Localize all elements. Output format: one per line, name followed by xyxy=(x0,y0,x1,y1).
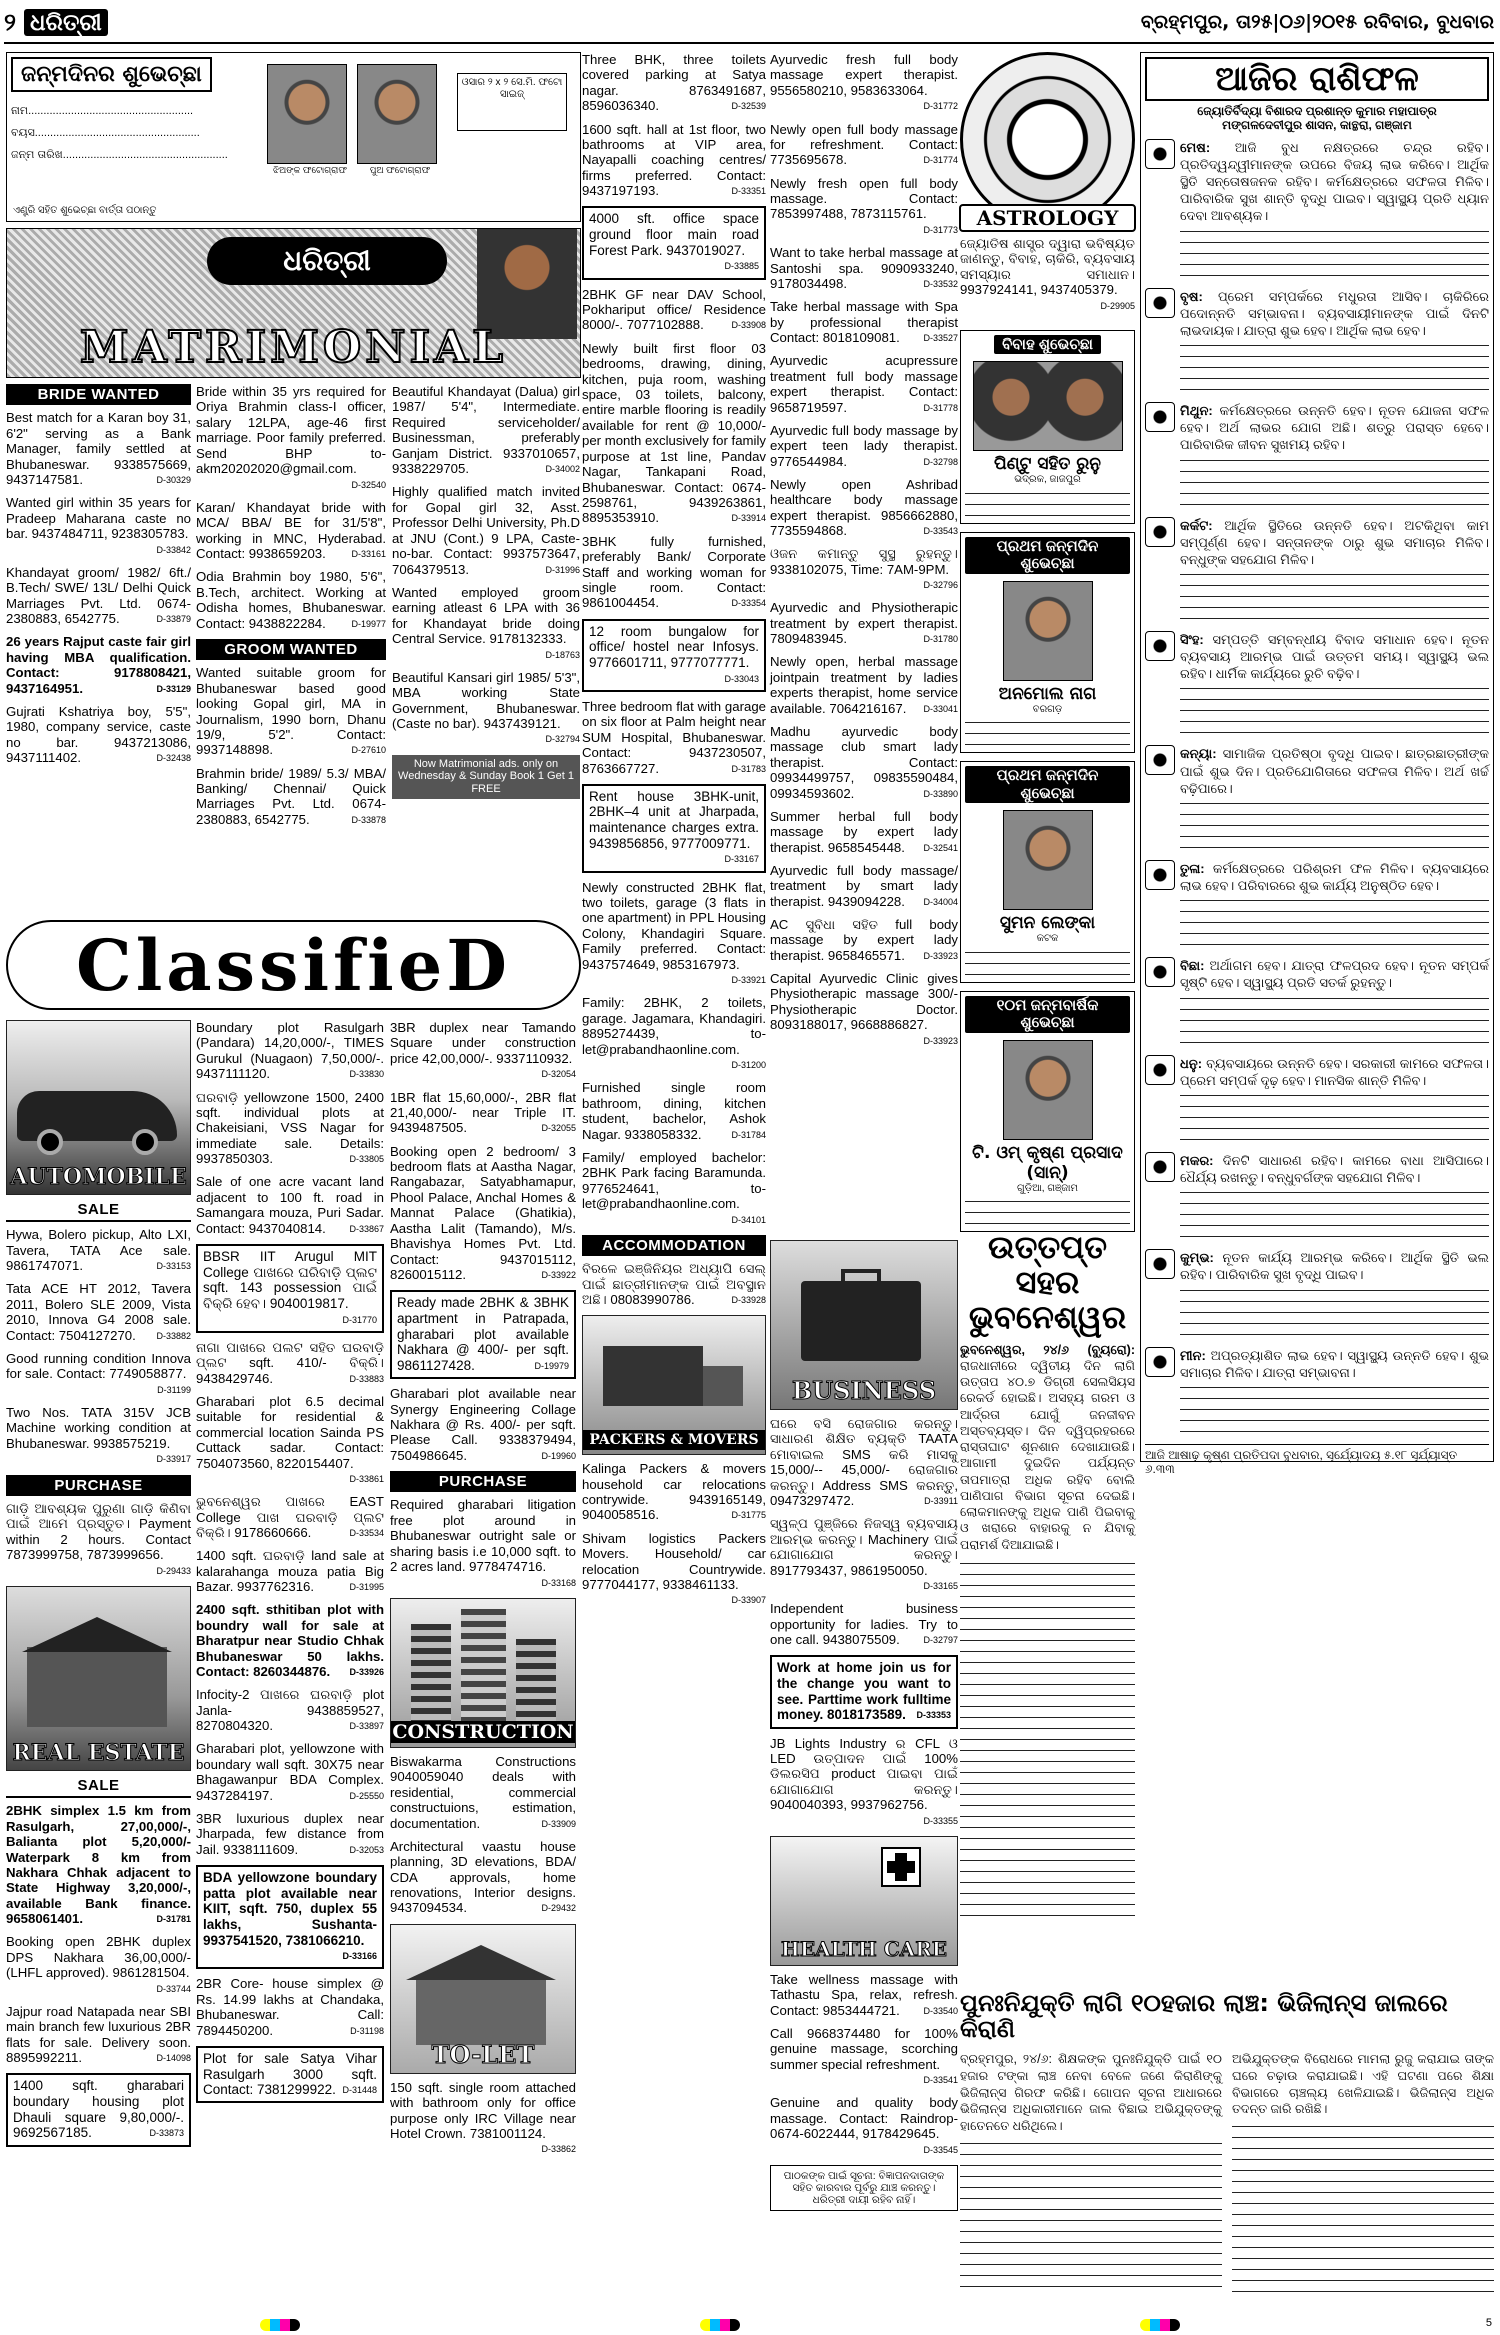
classified-ad: Gharabari plot available near Synergy Engineering Collage Nakhara @ Rs. 400/- per sqft. Please Call. 9338379494, 7504986645. D-19960 xyxy=(390,1386,576,1463)
classified-ad: BBSR IIT Arugul MIT College ପାଖରେ ଘରିବାଡ଼ି ପ୍ଲଟ sqft. 143 possession ପାଇଁ ବିକ୍ରି ହେବ। 9040019817. D-31770 xyxy=(196,1244,384,1333)
greeting-heading: ପ୍ରଥମ ଜନ୍ମଦିନ ଶୁଭେଚ୍ଛା xyxy=(965,766,1130,803)
to-let-image xyxy=(390,1924,576,2074)
zodiac-entry: ସିଂହ: ସମ୍ପତ୍ତି ସମ୍ବନ୍ଧୀୟ ବିବାଦ ସମାଧାନ ହେବ। ନୂତନ ବ୍ୟବସାୟ ଆରମ୍ଭ ପାଇଁ ଉତ୍ତମ ସମୟ। ସ୍ୱାସ୍ଥ୍ୟ ଭଲ ରହିବ। ଧାର୍ମିକ କାର୍ଯ୍ୟରେ ରୁଚି ବଢ଼ିବ। xyxy=(1145,631,1489,739)
zodiac-icon xyxy=(1145,1152,1175,1182)
form-dob-row[interactable]: ଜନ୍ମ ତାରିଖ...................................................... xyxy=(11,149,228,161)
vigilance-body-b: ଅଭିଯୁକ୍ତଙ୍କ ବିରୋଧରେ ମାମଲା ରୁଜୁ କରାଯାଇ ତାଙ୍କ ଘରେ ଚଢ଼ାଉ କରାଯାଇଛି। ଏହି ଘଟଣା ପରେ ଶିକ୍ଷା ବିଭାଗରେ ଚାଞ୍ଚଲ୍ୟ ଖେଳିଯାଇଛି। ଭିଜିଲାନ୍ସ ଅଧିକ ତଦନ୍ତ ଜାରି ରଖିଛି। xyxy=(1232,2051,1494,2117)
accommodation-heading: ACCOMMODATION xyxy=(582,1235,766,1256)
zodiac-icon xyxy=(1145,402,1175,432)
massage-ad: Newly open Ashribad healthcare body massage expert therapist. 9856662880, 7735594868. D-33543 xyxy=(770,476,958,539)
dharitri-logo: ଧରିତ୍ରୀ xyxy=(207,237,447,285)
to-let-ad: 4000 sft. office space ground floor main road Forest Park. 9437019027. D-33885 xyxy=(582,206,766,279)
classified-ad: 1400 sqft. ଘରବାଡ଼ି land sale at kalarahanga mouza patia Big Bazar. 9937762316. D-31995 xyxy=(196,1548,384,1595)
birthday-form xyxy=(6,52,581,222)
photo-size-note: ଓସାର ୨ x ୨ ସେ.ମି. ଫଟୋ ସାଇଜ୍ xyxy=(457,73,567,131)
to-let-ad: Rent house 3BHK-unit, 2BHK–4 unit at Jharpada, maintenance charges extra. 9439856856, 9777009771. D-33167 xyxy=(582,784,766,873)
matrimonial-ad: Khandayat groom/ 1982/ 6ft./ B.Tech/ SWE/ 13L/ Delhi Quick Marriages Pvt. Ltd. 0674-2380883, 6542775. D-33879 xyxy=(6,564,191,627)
massage-ad: Ayurvedic full body massage/ treatment by smart lady therapist. 9439094228. D-34004 xyxy=(770,862,958,909)
massage-ad: Newly fresh open full body massage. Contact: 7853997488, 7873115761. D-31773 xyxy=(770,175,958,235)
rashiphala-footer: ଆଜି ଆଷାଢ଼ କୃଷ୍ଣ ପ୍ରତିପଦା ବୁଧବାର, ସୂର୍ଯ୍ୟୋଦୟ ୫.୧୮ ସୂର୍ଯ୍ୟାସ୍ତ ୬.୩୩ xyxy=(1145,1444,1489,1477)
to-let-ad: 1600 sqft. hall at 1st floor, two bathrooms at VIP area, Nayapalli coaching centres/ firms preferred. Contact: 9437197193. D-33351 xyxy=(582,121,766,199)
business-ad: JB Lights Industry ର CFL ଓ LED ଉତ୍ପାଦନ ପାଇଁ 100% ଡିଲରସିପ product ପାଇବା ପାଇଁ ଯୋଗାଯୋଗ କରନ୍ତୁ। 9040040393, 9937962756. D-33355 xyxy=(770,1735,958,1826)
zodiac-icon xyxy=(1145,1249,1175,1279)
matrimonial-ad: Best match for a Karan boy 31, 6'2" serving as a Bank Manager, family settled at Bhubaneswar. 9338575669, 9437147581. D-30329 xyxy=(6,410,191,488)
groom-wanted-heading: GROOM WANTED xyxy=(196,639,386,660)
automobile-purchase-heading: PURCHASE xyxy=(6,1475,191,1496)
zodiac-entry: କନ୍ୟା: ସାମାଜିକ ପ୍ରତିଷ୍ଠା ବୃଦ୍ଧି ପାଇବ। ଛାତ୍ରଛାତ୍ରୀଙ୍କ ପାଇଁ ଶୁଭ ଦିନ। ପ୍ରତିଯୋଗିତାରେ ସଫଳତା ମିଳିବ। ଅର୍ଥ ଖର୍ଚ୍ଚ ବଢ଼ିପାରେ। xyxy=(1145,745,1489,853)
zodiac-entry: ବୃଷ: ପ୍ରେମ ସମ୍ପର୍କରେ ମଧୁରତା ଆସିବ। ଚାକିରିରେ ପଦୋନ୍ନତି ସମ୍ଭାବନା। ବ୍ୟବସାୟୀମାନଙ୍କ ପାଇଁ ଦିନଟି ଲାଭଦାୟକ। ଯାତ୍ରା ଶୁଭ ହେବ। ଆର୍ଥିକ ଲାଭ ହେବ। xyxy=(1145,288,1489,396)
vigilance-story xyxy=(960,1990,1494,2292)
heat-story xyxy=(960,1230,1135,1919)
matrimonial-banner xyxy=(6,228,581,378)
construction-label: CONSTRUCTION xyxy=(392,1720,574,1743)
classified-ad: ଭୁବନେଶ୍ୱର ପାଖରେ EAST College ପାଖ ଘରବାଡ଼ି ପ୍ଲଟ ବିକ୍ରି। 9178660666. D-33534 xyxy=(196,1494,384,1541)
to-let-ad: 2BHK GF near DAV School, Pokhariput office/ Residence 8000/-. 7077102888. D-33908 xyxy=(582,286,766,333)
header-date: ବ୍ରହ୍ମପୁର, ତା୨୫|୦୬|୨୦୧୫ ରବିବାର, ବୁଧବାର xyxy=(1140,11,1494,33)
zodiac-entry: ମୀନ: ଅପ୍ରତ୍ୟାଶିତ ଲାଭ ହେବ। ସ୍ୱାସ୍ଥ୍ୟ ଉନ୍ନତି ହେବ। ଶୁଭ ସମାଚାର ମିଳିବ। ଯାତ୍ରା ସମ୍ଭାବନା। xyxy=(1145,1347,1489,1438)
heat-headline-1: ଉତ୍ତପ୍ତ ସହର xyxy=(987,1228,1108,1302)
real-estate-ad: Jajpur road Natapada near SBI main branch few luxurious 2BR flats for sale. Delivery soon. 8895992211. D-14098 xyxy=(6,2003,191,2066)
massage-ad: ଓଜନ କମାନ୍ତୁ ସୁସ୍ଥ ରୁହନ୍ତୁ। 9338102075, Time: 7AM-9PM. D-32796 xyxy=(770,546,958,591)
astrology-wheel xyxy=(960,52,1135,230)
classified-ad: Biswakarma Constructions 9040059040 deals with residential, commercial constructuions, estimation, documentation. D-33909 xyxy=(390,1753,576,1831)
greeting-names: ପିଣ୍ଟୁ ସହିତ ରୁନୁ xyxy=(994,454,1101,475)
greeting-heading: ପ୍ରଥମ ଜନ୍ମଦିନ ଶୁଭେଚ୍ଛା xyxy=(965,537,1130,574)
automobile-label: AUTOMOBILE xyxy=(10,1164,187,1190)
zodiac-icon xyxy=(1145,139,1175,169)
matrimonial-ad: Odia Brahmin boy 1980, 5'6", B.Tech, architect. Working at Odisha homes, Bhubaneswar. Contact: 9438822284. D-19977 xyxy=(196,569,386,631)
to-let-label: TO-LET xyxy=(431,2039,535,2069)
to-let-ad: Newly constructed 2BHK flat, two toilets, garage (3 flats in one apartment) in PPL Housing Colony, Khandagiri Square. Family preferred. Contact: 9437574649, 9853167973. D-33921 xyxy=(582,879,766,986)
zodiac-icon xyxy=(1145,1055,1175,1085)
greeting-photo xyxy=(1003,1040,1093,1140)
photo-label-2: ପୁଅ ଫଟୋଗ୍ରାଫ xyxy=(369,165,431,175)
classified-ad: 3BR duplex near Tamando Square under construction price 42,00,000/-. 9337110932. D-32054 xyxy=(390,1020,576,1080)
classified-ad: Gharabari plot 6.5 decimal suitable for residential & commercial location Sainda PS Cuttack sadar. Contact: 7504073560, 8220154407. D-33861 xyxy=(196,1393,384,1484)
photo-label-1: ଝିଅଙ୍କ ଫଟୋଗ୍ରାଫ xyxy=(273,165,347,175)
masthead: ଧରିତ୍ରୀ xyxy=(24,9,108,36)
greeting-card xyxy=(960,532,1135,753)
zodiac-entry: କର୍କଟ: ଆର୍ଥିକ ସ୍ଥିତିରେ ଉନ୍ନତି ହେବ। ଅଟକିଥିବା କାମ ସମ୍ପୂର୍ଣ୍ଣ ହେବ। ସନ୍ତାନଙ୍କ ଠାରୁ ଶୁଭ ସମାଚାର ମିଳିବ। ବନ୍ଧୁଙ୍କ ସହଯୋଗ ମିଳିବ। xyxy=(1145,517,1489,625)
packers-label: PACKERS & MOVERS xyxy=(583,1430,765,1450)
classified-ad: BDA yellowzone boundary patta plot available near KIIT, sqft. 750, duplex 55 lakhs, Sushanta- 9937541520, 7381066210. D-33166 xyxy=(196,1865,384,1969)
classified-ad: Boundary plot Rasulgarh (Pandara) 14,20,000/-, TIMES Gurukul (Nuagaon) 7,50,000/-. 9437111120. D-33830 xyxy=(196,1020,384,1082)
form-name-row[interactable]: ନାମ...................................................... xyxy=(11,105,194,117)
massage-ad: Want to take herbal massage at Santoshi spa. 9090933240, 9178034498. D-33532 xyxy=(770,245,958,291)
business-ad: ସ୍ୱଳ୍ପ ପୁଞ୍ଜିରେ ନିଜସ୍ୱ ବ୍ୟବସାୟ ଆରମ୍ଭ କରନ୍ତୁ। Machinery ପାଇଁ ଯୋଗାଯୋଗ କରନ୍ତୁ। 8917793437, 9861950050. D-33165 xyxy=(770,1516,958,1592)
massage-ad: Ayurvedic full body massage by expert teen lady therapist. 9776544984. D-32798 xyxy=(770,422,958,469)
matrimonial-ad: Brahmin bride/ 1989/ 5.3/ MBA/ Banking/ Chennai/ Quick Marriages Pvt. Ltd. 0674-2380883, 6542775. D-33878 xyxy=(196,765,386,827)
matrimonial-col-2 xyxy=(196,384,386,835)
business-ad: ଘରେ ବସି ରୋଜଗାର କରନ୍ତୁ। ସାଧାରଣ ଶିକ୍ଷିତ ବ୍ୟକ୍ତି TAATA ମୋବାଇଲ SMS କରି ମାସକୁ 15,000/-- 45,000/- ରୋଜଗାର କରନ୍ତୁ। Address SMS କରନ୍ତୁ, 09473297472. D-33911 xyxy=(770,1416,958,1509)
classified-banner: ClassifieD xyxy=(6,920,581,1010)
heat-headline-2: ଭୁବନେଶ୍ୱର xyxy=(968,1298,1127,1337)
rashiphala-address: ମଙ୍ଗଳଦେବୀପୁର ଶାସନ, କାନ୍ଥରା, ଗଞ୍ଜାମ xyxy=(1222,117,1412,132)
business-block xyxy=(770,1240,958,2211)
automobile-ad: Tata ACE HT 2012, Tavera 2011, Bolero SLE 2009, Vista 2010, Innova G4 2008 sale. Contact: 7504127270. D-33882 xyxy=(6,1281,191,1343)
health-care-label: HEALTH CARE xyxy=(780,1936,948,1961)
automobile-ad: Hywa, Bolero pickup, Alto LXI, Tavera, TATA Ace sale. 9861747071. D-33153 xyxy=(6,1227,191,1274)
matrimonial-ad: Karan/ Khandayat bride with MCA/ BBA/ BE for 31/5'8", working in MNC, Hyderabad. Contact: 9938659203. D-33161 xyxy=(196,499,386,562)
greeting-place: ଭଦ୍ରକ, ଜାଜପୁର xyxy=(1014,474,1081,486)
bride-wanted-heading: BRIDE WANTED xyxy=(6,384,191,405)
massage-ad: Ayurvedic fresh full body massage expert therapist. 9556580210, 9583633064. D-31772 xyxy=(770,52,958,112)
automobile-image xyxy=(6,1020,191,1195)
classified-ad: Sale of one acre vacant land adjacent to 100 ft. road in Samangara mouza, Puri Sadar. Contact: 9437040814. D-33867 xyxy=(196,1174,384,1236)
classified-ad: Plot for sale Satya Vihar Rasulgarh 3000 sqft. Contact: 7381299922. D-31448 xyxy=(196,2046,384,2104)
page-header xyxy=(4,2,1494,44)
matrimonial-ad: Beautiful Kansari girl 1985/ 5'3", MBA working State Government, Bhubaneswar. (Caste no bar). 9437439121. D-32794 xyxy=(392,669,580,745)
greeting-card xyxy=(960,991,1135,1232)
real-estate-ad: 2BHK simplex 1.5 km from Rasulgarh, 27,00,000/-, Balianta plot 5,20,000/- Waterpark 8 km from Nakhara Chhak adjacent to State Highway 3,20,000/-, available Bank finance. 9658061401. D-31781 xyxy=(6,1803,191,1927)
to-let-ad: Newly built first floor 03 bedrooms, drawing, dining, kitchen, puja room, washing space, 03 toilets, balcony, entire marble flooring is readily available for rent @ 10,000/- per month exclusively for family purpose at 1st line, Pandav Nagar, Tankapani Road, Bhubaneswar. Contact: 0674-2598761, 9439263861, 8895353910. D-33914 xyxy=(582,340,766,526)
health-ad: Genuine and quality body massage. Contact: Raindrop- 0674-6022444, 9178429645. D-33545 xyxy=(770,2095,958,2155)
rashiphala-title: ଆଜିର ରାଶିଫଳ xyxy=(1145,57,1489,101)
rashiphala-author: ଜ୍ୟୋତିର୍ବିଦ୍ୟା ବିଶାରଦ ପ୍ରଶାନ୍ତ କୁମାର ମହାପାତ୍ର xyxy=(1197,104,1437,118)
vigilance-headline: ପୁନଃନିଯୁକ୍ତି ଲାଗି ୧୦ହଜାର ଲାଞ୍ଚ: ଭିଜିଲାନ୍ସ ଜାଲରେ କିରାଣି xyxy=(960,1989,1448,2044)
real-estate-sale-heading: SALE xyxy=(6,1775,191,1798)
matrimonial-notice: Now Matrimonial ads. only on Wednesday & Sunday Book 1 Get 1 FREE xyxy=(392,755,580,799)
rashiphala xyxy=(1140,52,1494,1476)
zodiac-entry: କୁମ୍ଭ: ନୂତନ କାର୍ଯ୍ୟ ଆରମ୍ଭ କରିବେ। ଆର୍ଥିକ ସ୍ଥିତି ଭଲ ରହିବ। ପାରିବାରିକ ସୁଖ ବୃଦ୍ଧି ପାଇବ। xyxy=(1145,1249,1489,1340)
page-number: ୨ xyxy=(4,8,16,36)
accommodation-ad: ବିରଳେ ଇଞ୍ଜିନିୟର ଅଧ୍ୟାପି ସେଲ୍ ପାଇଁ ଛାତ୍ରୀମାନଙ୍କ ପାଇଁ ଅବସ୍ଥାନ ଅଛି। 08083990786. D-33928 xyxy=(582,1261,766,1307)
business-ad: Independent business opportunity for ladies. Try to one call. 9438075509. D-32797 xyxy=(770,1601,958,1648)
heat-body: ରାଜଧାନୀରେ ଦ୍ୱିତୀୟ ଦିନ ଲାଗି ଉତ୍ତାପ ୪୦.୭ ଡିଗ୍ରୀ ସେଲସିୟସ ରେକର୍ଡ ହୋଇଛି। ଅସହ୍ୟ ଗରମ ଓ ଆର୍ଦ୍ରତା ଯୋଗୁଁ ଜନଜୀବନ ଅସ୍ତବ୍ୟସ୍ତ। ଦିନ ଦ୍ୱିପ୍ରହରରେ ରାସ୍ତାଘାଟ ଶୂନଶାନ ଦେଖାଯାଉଛି। ଆଗାମୀ ଦୁଇଦିନ ପର୍ଯ୍ୟନ୍ତ ତାପମାତ୍ରା ଅଧିକ ରହିବ ବୋଲି ପାଣିପାଗ ବିଭାଗ ସୂଚନା ଦେଇଛି। ଲୋକମାନଙ୍କୁ ଅଧିକ ପାଣି ପିଇବାକୁ ଓ ଖରାରେ ବାହାରକୁ ନ ଯିବାକୁ ପରାମର୍ଶ ଦିଆଯାଇଛି। xyxy=(960,1358,1135,1552)
to-let-ad: Three bedroom flat with garage on six floor at Palm height near SUM Hospital, Bhubaneswar. Contact: 9437230507, 8763667727. D-31783 xyxy=(582,698,766,776)
real-estate-box-ad: 1400 sqft. gharabari boundary housing plot Dhauli square 9,80,000/-. 9692567185. D-33873 xyxy=(6,2073,191,2146)
matrimonial-ad: Wanted girl within 35 years for Pradeep Maharana caste no bar. 9437484711, 9238305783. D-33842 xyxy=(6,495,191,555)
reader-notice: ପାଠକଙ୍କ ପାଇଁ ସୂଚନା: ବିଜ୍ଞାପନଦାତାଙ୍କ ସହିତ କାରବାର ପୂର୍ବରୁ ଯାଞ୍ଚ କରନ୍ତୁ। ଧରିତ୍ରୀ ଦାୟୀ ରହିବ ନାହିଁ। xyxy=(770,2165,958,2212)
massage-ad: Newly open full body massage for refreshment. Contact: 7735695678. D-31774 xyxy=(770,121,958,168)
zodiac-icon xyxy=(1145,860,1175,890)
greeting-names: ଅନମୋଲ ନାଗ xyxy=(998,683,1097,704)
matrimonial-ad: Wanted suitable groom for Bhubaneswar based good looking Gopal girl, MA in Journalism, 1990 born, Dhanu 19/9, 5'2". Contact: 9937148898. D-27610 xyxy=(196,665,386,758)
classified-ad: ଘରବାଡ଼ି yellowzone 1500, 2400 sqft. individual plots at Chakeisiani, VSS Nagar for immediate sale. Details: 9937850303. D-33805 xyxy=(196,1089,384,1167)
footer-page-number: 5 xyxy=(1485,2317,1492,2329)
greeting-names: ସୁମନ ଲେଙ୍କା xyxy=(999,913,1096,934)
classified-ad: Booking open 2 bedroom/ 3 bedroom flats at Aastha Nagar, Rangabazar, Satyabhamapur, Phool Palace, Anchal Homes & Mannat Palace (Ghatikia), Aastha Lalit (Tamando), M/s. Bhavishya Homes Pvt. Ltd. Contact: 9437015112, 8260015112. D-33922 xyxy=(390,1143,576,1283)
classified-ad: Required gharabari litigation free plot around in Bhubaneswar outright sale or sharing basis i.e 10,000 sqft. to 2 acres land. 9778474716. D-33168 xyxy=(390,1497,576,1588)
greeting-place: ଗୁଡ଼ିଆ, ଗଞ୍ଜାମ xyxy=(1017,1182,1078,1194)
matrimonial-ad: Wanted employed groom earning atleast 6 LPA with 36 for Khandayat bride doing Central Service. 9178132333. D-18763 xyxy=(392,584,580,660)
health-ad: Take wellness massage with Tathastu Spa, relax, refresh. Contact: 9853444721. D-33540 xyxy=(770,1971,958,2018)
zodiac-icon xyxy=(1145,288,1175,318)
classified-col-a xyxy=(6,1020,191,2154)
to-let-ad: 3BHK fully furnished, preferably Bank/ Corporate Staff and working woman for single room. Contact: 9861004454. D-33354 xyxy=(582,533,766,611)
classified-ad: Ready made 2BHK & 3BHK apartment in Patrapada, gharabari plot available Nakhara @ 400/- per sqft. 9861127428. D-19979 xyxy=(390,1290,576,1379)
massage-ad: Newly open, herbal massage jointpain treatment by ladies experts therapist, home service available. 7064216167. D-33041 xyxy=(770,654,958,716)
classified-ad: Infocity-2 ପାଖରେ ଘରବାଡ଼ି plot Janla- 9438859527, 8270804320. D-33897 xyxy=(196,1687,384,1734)
matrimonial-title: MATRIMONIAL xyxy=(79,322,508,373)
matrimonial-col-1 xyxy=(6,384,191,773)
massage-ad: Ayurvedic acupressure treatment full body massage expert therapist. Contact: 9658719597. D-31778 xyxy=(770,353,958,415)
automobile-ad: Two Nos. TATA 315V JCB Machine working condition at Bhubaneswar. 9938575219. D-33917 xyxy=(6,1405,191,1465)
boy-photo-placeholder xyxy=(357,64,437,164)
astrology-label: ASTROLOGY xyxy=(959,204,1136,232)
greeting-card xyxy=(960,761,1135,982)
color-registration-marks xyxy=(0,2317,1500,2333)
automobile-ad: Good running condition Innova for sale. Contact: 7749058877. D-31199 xyxy=(6,1350,191,1395)
greeting-photo xyxy=(973,361,1123,451)
construction-image xyxy=(390,1598,576,1748)
zodiac-icon xyxy=(1145,631,1175,661)
zodiac-entry: ମିଥୁନ: କର୍ମକ୍ଷେତ୍ରରେ ଉନ୍ନତି ହେବ। ନୂତନ ଯୋଜନା ସଫଳ ହେବ। ଅର୍ଥ ଲାଭର ଯୋଗ ଅଛି। ଶତ୍ରୁ ପରାସ୍ତ ହେବେ। ପାରିବାରିକ ଜୀବନ ସୁଖମୟ ରହିବ। xyxy=(1145,402,1489,510)
zodiac-icon xyxy=(1145,517,1175,547)
matrimonial-col-3 xyxy=(392,384,580,799)
zodiac-icon xyxy=(1145,957,1175,987)
greeting-heading: ବିବାହ ଶୁଭେଚ୍ଛା xyxy=(994,335,1101,354)
form-notice: ଏଣ୍ଟ୍ରି ସହିତ ଶୁଭେଚ୍ଛା ବାର୍ତ୍ତା ପଠାନ୍ତୁ xyxy=(13,205,157,217)
classified-ad: 2BR Core- house simplex @ Rs. 14.99 lakhs at Chandaka, Bhubaneswar. Call: 7894450200. D-31198 xyxy=(196,1976,384,2038)
to-let-ad: 12 room bungalow for office/ hostel near Infosys. 9776601711, 9777077771. D-33043 xyxy=(582,619,766,692)
classified-ad: 150 sqft. single room attached with bathroom only for office purpose only IRC Village near Hotel Crown. 7381001124. D-33862 xyxy=(390,2079,576,2155)
packers-ad: Shivam logistics Packers Movers. Household/ car relocation Countrywide. 9777044177, 9338461133. D-33907 xyxy=(582,1530,766,1606)
zodiac-entry: ମକର: ଦିନଟି ସାଧାରଣ ରହିବ। କାମରେ ବାଧା ଆସିପାରେ। ଧୈର୍ଯ୍ୟ ରଖନ୍ତୁ। ବନ୍ଧୁବର୍ଗଙ୍କ ସହଯୋଗ ମିଳିବ। xyxy=(1145,1152,1489,1243)
matrimonial-ad: 26 years Rajput caste fair girl having MBA qualification. Contact: 9178808421, 9437164951. D-33129 xyxy=(6,634,191,696)
business-ad: Work at home join us for the change you want to see. Parttime work fulltime money. 8018173589. D-33353 xyxy=(770,1655,958,1728)
zodiac-entry: ବିଛା: ଅର୍ଥାଗମ ହେବ। ଯାତ୍ରା ଫଳପ୍ରଦ ହେବ। ନୂତନ ସମ୍ପର୍କ ସୃଷ୍ଟି ହେବ। ସ୍ୱାସ୍ଥ୍ୟ ପ୍ରତି ସତର୍କ ରୁହନ୍ତୁ। xyxy=(1145,957,1489,1048)
massage-ad: Ayurvedic and Physiotherapic treatment by expert therapist. 7809483945. D-31780 xyxy=(770,600,958,647)
real-estate-image xyxy=(6,1586,191,1771)
real-estate-ad: Booking open 2BHK duplex DPS Nakhara 36,00,000/- (LHFL approved). 9861281504. D-33744 xyxy=(6,1934,191,1994)
girl-photo-placeholder xyxy=(267,64,347,164)
classified-ad: Gharabari plot, yellowzone with boundary wall sqft. 30X75 near Bhagawanpur BDA Complex. 9437284197. D-25550 xyxy=(196,1741,384,1803)
classified-col-b xyxy=(196,1020,384,2110)
packers-ad: Kalinga Packers & movers household car relocations contrywide. 9439165149, 9040058516. D-31775 xyxy=(582,1461,766,1523)
matrimonial-ad: Beautiful Khandayat (Dalua) girl 1987/ 5'4", Intermediate. Required serviceholder/ Businessman, preferably Ganjam District. 9337010657, 9338229705. D-34002 xyxy=(392,384,580,477)
classified-ad: ନାଗା ପାଖରେ ପଲଟ ସହିତ ଘରବାଡ଼ି ପ୍ଲଟ sqft. 410/- ବିକ୍ରି। 9438429746. D-33883 xyxy=(196,1339,384,1386)
business-label: BUSINESS xyxy=(791,1376,937,1405)
greeting-place: ବରଗଡ଼ xyxy=(1032,703,1063,715)
automobile-purchase-ad: ଗାଡ଼ି ଆବଶ୍ୟକ ପୁରୁଣା ଗାଡ଼ି କିଣିବା ପାଇଁ ଆମେ ପ୍ରସ୍ତୁତ। Payment within 2 hours. Contact 7873999758, 7873999656. D-29433 xyxy=(6,1500,191,1576)
real-estate-label: REAL ESTATE xyxy=(12,1739,185,1766)
zodiac-entry: ଧନୁ: ବ୍ୟବସାୟରେ ଉନ୍ନତି ହେବ। ସରକାରୀ କାମରେ ସଫଳତା। ପ୍ରେମ ସମ୍ପର୍କ ଦୃଢ଼ ହେବ। ମାନସିକ ଶାନ୍ତି ମିଳିବ। xyxy=(1145,1055,1489,1146)
to-let-ad: Furnished single room bathroom, dining, kitchen student, bachelor, Ashok Nagar. 9338058332. D-31784 xyxy=(582,1080,766,1142)
zodiac-entry: ତୁଳା: କର୍ମକ୍ଷେତ୍ରରେ ପରିଶ୍ରମ ଫଳ ମିଳିବ। ବ୍ୟବସାୟରେ ଲାଭ ହେବ। ପରିବାରରେ ଶୁଭ କାର୍ଯ୍ୟ ଅନୁଷ୍ଠିତ ହେବ। xyxy=(1145,860,1489,951)
massage-ad: Take herbal massage with Spa by professional therapist Contact: 8018109081. D-33527 xyxy=(770,299,958,345)
classified-ad: Architectural vaastu house planning, 3D elevations, BDA/ CDA approvals, home renovations, Interior designs. 9437094534. D-29432 xyxy=(390,1838,576,1916)
matrimonial-ad: Bride within 35 yrs required for Oriya Brahmin class-I officer, salary 12LPA, age-46 first marriage. Poor family preferred. Send BHP to- akm20202020@gmail.com. D-32540 xyxy=(196,384,386,490)
to-let-ad: Family/ employed bachelor: 2BHK Park facing Baramunda. 9776524641, to-let@prabandhaonline.com. D-34101 xyxy=(582,1149,766,1225)
packers-image xyxy=(582,1315,766,1455)
to-let-ad: Three BHK, three toilets covered parking at Satya nagar. 8763491687, 8596036340. D-32539 xyxy=(582,52,766,114)
matrimonial-ad: Gujrati Kshatriya boy, 5'5", 1980, company service, caste no bar. 9437213086, 9437111402. D-32438 xyxy=(6,703,191,766)
to-let-ad: Family: 2BHK, 2 toilets, garage. Jagamara, Khandagiri. 8895274439, to-let@prabandhaonline.com. D-31200 xyxy=(582,995,766,1071)
purchase-heading: PURCHASE xyxy=(390,1471,576,1492)
form-age-row[interactable]: ବୟସ...................................................... xyxy=(11,127,200,139)
greeting-place: କଟକ xyxy=(1036,933,1059,945)
greeting-heading: ୧୦ମ ଜନ୍ମବାର୍ଷିକ ଶୁଭେଚ୍ଛା xyxy=(965,996,1130,1033)
massage-ad: Madhu ayurvedic body massage club smart lady therapist. Contact: 09934499757, 09835590484, 09934593602. D-33890 xyxy=(770,723,958,801)
massage-ad: Summer herbal full body massage by expert lady therapist. 9658545448. D-32541 xyxy=(770,808,958,855)
zodiac-icon xyxy=(1145,1347,1175,1377)
classified-ad: 2400 sqft. sthitiban plot with boundry wall for sale at Bharatpur near Studio Chhak Bhubaneswar 50 lakhs. Contact: 8260344876. D-33926 xyxy=(196,1602,384,1680)
automobile-sale-heading: SALE xyxy=(6,1199,191,1222)
greeting-photo xyxy=(1003,581,1093,681)
heat-dateline: ଭୁବନେଶ୍ୱର, ୨୪/୬ (ବ୍ୟୁରୋ): xyxy=(960,1342,1135,1357)
health-care-image xyxy=(770,1836,958,1966)
greeting-names: ଟି. ଓମ୍ କୃଷ୍ଣ ପ୍ରସାଦ (ସାନ୍) xyxy=(972,1142,1123,1183)
astrology-ad: ଜ୍ୟୋତିଷ ଶାସ୍ତ୍ର ଦ୍ୱାରା ଭବିଷ୍ୟତ ଜାଣନ୍ତୁ, ବିବାହ, ଚାକିରି, ବ୍ୟବସାୟ ସମସ୍ୟାର ସମାଧାନ। 9937924141, 9437405379. D-29905 xyxy=(960,236,1135,311)
vigilance-body-a: ବ୍ରହ୍ମପୁର, ୨୪/୬: ଶିକ୍ଷକଙ୍କ ପୁନଃନିଯୁକ୍ତି ପାଇଁ ୧୦ ହଜାର ଟଙ୍କା ଲାଞ୍ଚ ନେବା ବେଳେ ଜଣେ କିରାଣିଙ୍କୁ ଭିଜିଲାନ୍ସ ଗିରଫ କରିଛି। ଗୋପନ ସୂଚନା ଆଧାରରେ ଭିଜିଲାନ୍ସ ଅଧିକାରୀମାନେ ଜାଲ ବିଛାଇ ଅଭିଯୁକ୍ତଙ୍କୁ ହାତେନତେ ଧରିଥିଲେ। xyxy=(960,2051,1222,2134)
zodiac-icon xyxy=(1145,745,1175,775)
birthday-form-title: ଜନ୍ମଦିନର ଶୁଭେଚ୍ଛା xyxy=(11,57,212,92)
business-image xyxy=(770,1240,958,1410)
classified-col-d xyxy=(582,52,766,2315)
health-ad: Call 9668374480 for 100% genuine massage, scorching summer special refreshment. D-33541 xyxy=(770,2025,958,2086)
zodiac-entry: ମେଷ: ଆଜି ବୁଧ ନକ୍ଷତ୍ରରେ ଚନ୍ଦ୍ର ରହିବ। ପ୍ରତିଦ୍ୱନ୍ଦ୍ୱୀମାନଙ୍କ ଉପରେ ବିଜୟ ଲାଭ କରିବେ। ଆର୍ଥିକ ସ୍ଥିତି ସନ୍ତୋଷଜନକ ରହିବ। କର୍ମକ୍ଷେତ୍ରରେ ସଫଳତା ମିଳିବ। ପାରିବାରିକ ସୁଖ ଶାନ୍ତି ବୃଦ୍ଧି ପାଇବ। ସ୍ୱାସ୍ଥ୍ୟ ପ୍ରତି ଧ୍ୟାନ ଦେବା ଆବଶ୍ୟକ। xyxy=(1145,139,1489,282)
massage-ad: AC ସୁବିଧା ସହିତ full body massage by expert lady therapist. 9658465571. D-33923 xyxy=(770,916,958,963)
classified-col-c xyxy=(390,1020,576,2165)
classified-ad: 1BR flat 15,60,000/-, 2BR flat 21,40,000/- near Triple IT. 9439487505. D-32055 xyxy=(390,1089,576,1136)
massage-ad: Capital Ayurvedic Clinic gives Physiotherapic massage 300/- Physiotherapic Doctor. 8093188017, 9668886827. D-33923 xyxy=(770,971,958,1046)
classified-ad: 3BR luxurious duplex near Jharpada, few distance from Jail. 9338111609. D-32053 xyxy=(196,1810,384,1857)
greeting-card xyxy=(960,330,1135,524)
matrimonial-ad: Highly qualified match invited for Gopal girl 32, Asst. Professor Delhi University, Ph.D at JNU (Cont.) 9 LPA, Caste-no-bar. Contact: 9937573647, 7064379513. D-31996 xyxy=(392,484,580,577)
greeting-photo xyxy=(1003,810,1093,910)
wishes-column xyxy=(960,330,1135,1240)
